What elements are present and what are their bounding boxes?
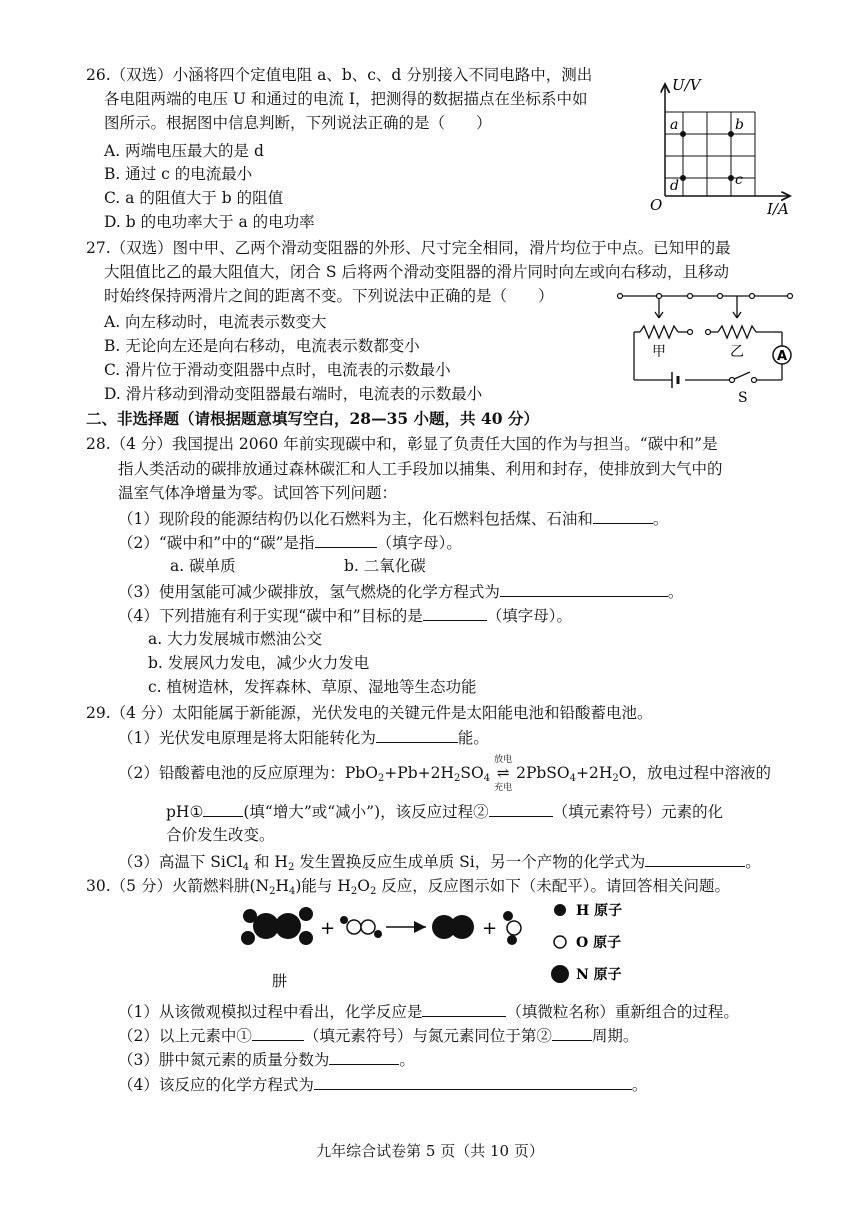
- origin-label: O: [650, 196, 663, 214]
- eq-subscript: 4: [483, 773, 491, 784]
- q30-sub3: [118, 1048, 415, 1071]
- answer-blank[interactable]: [329, 1048, 399, 1065]
- q28-sub4-end: （填字母）。: [486, 607, 572, 625]
- q29-ph-text: pH①: [166, 803, 204, 821]
- q29-sub2-equation: [118, 755, 771, 793]
- eq-subscript: 2: [454, 773, 461, 784]
- q30-sub1-end: （填微粒名称）重新组合的过程。: [506, 1003, 739, 1021]
- q28-sub3-end: 。: [667, 583, 684, 601]
- n-atom-legend-icon: [551, 965, 569, 983]
- eq-part: SO: [460, 764, 484, 782]
- q28-sub2-end: （填字母）。: [376, 534, 462, 552]
- eq-subscript: 2: [269, 886, 276, 897]
- q28-sub1-text: （1）现阶段的能源结构仍以化石燃料为主，化石燃料包括煤、石油和: [118, 510, 593, 528]
- rheostat-jia-label: 甲: [652, 344, 666, 360]
- q27-option-a: A. 向左移动时，电流表示数变大: [104, 313, 327, 331]
- section-heading: 二、非选择题（请根据题意填写空白，28—35 小题，共 40 分）: [86, 409, 539, 428]
- eq-part: （2）铅酸蓄电池的反应原理为：PbO: [118, 764, 378, 782]
- q30-text: 反应，反应图示如下（未配平）。请回答相关问题。: [376, 877, 730, 895]
- q28-sub2-option-b: b. 二氧化碳: [344, 557, 426, 575]
- q30-text: )能与 H: [295, 877, 351, 895]
- q30-sub2: [118, 1024, 638, 1047]
- eq-subscript: 4: [288, 886, 296, 897]
- q27-circuit-diagram: [612, 288, 802, 406]
- q29-sub3-text: 发生置换反应生成单质 Si，另一个产物的化学式为: [294, 853, 646, 871]
- eq-part: +Pb+2H: [384, 764, 455, 782]
- q29-sub1-end: 能。: [457, 729, 489, 747]
- q27-line2: 大阻值比乙的最大阻值大，闭合 S 后将两个滑动变阻器的滑片同时向左或向右移动，且移动: [104, 263, 729, 281]
- q26-line3: 图所示。根据图中信息判断，下列说法正确的是（ ）: [104, 114, 492, 132]
- q28-sub4: [118, 604, 572, 627]
- q30-sub1: [118, 1000, 739, 1023]
- q30-sub2-mid: （填元素符号）与氮元素同位于第②: [303, 1027, 552, 1045]
- q28-sub2-text: （2）“碳中和”中的“碳”是指: [118, 534, 315, 552]
- q26-line2: 各电阻两端的电压 U 和通过的电流 I，把测得的数据描点在坐标系中如: [104, 90, 588, 108]
- q27-line1: 27.（双选）图中甲、乙两个滑动变阻器的外形、尺寸完全相同，滑片均位于中点。已知甲的最: [86, 239, 731, 257]
- o-atom-legend-label: O 原子: [576, 935, 622, 951]
- answer-blank[interactable]: [422, 1000, 506, 1017]
- plus-sign: +: [320, 918, 336, 939]
- hydrazine-label: 肼: [272, 972, 288, 990]
- q30-reaction-diagram: [236, 900, 836, 996]
- answer-blank[interactable]: [252, 1024, 304, 1041]
- ammeter-label: A: [777, 349, 788, 364]
- h-atom-legend-icon: [554, 904, 566, 916]
- q28-sub1-end: 。: [652, 510, 669, 528]
- answer-blank[interactable]: [376, 726, 458, 743]
- q29-sub2-line2: [166, 800, 723, 823]
- q27-option-d: D. 滑片移动到滑动变阻器最右端时，电流表的示数最小: [104, 385, 483, 403]
- q29-sub3-text: 和 H: [249, 853, 288, 871]
- q30-text: 30.（5 分）火箭燃料肼(N: [86, 877, 270, 895]
- water-molecule-icon: [503, 911, 521, 945]
- q30-sub2-text: （2）以上元素中①: [118, 1027, 252, 1045]
- answer-blank[interactable]: [203, 800, 243, 817]
- q29-line1: 29.（4 分）太阳能属于新能源，光伏发电的关键元件是太阳能电池和铅酸蓄电池。: [86, 704, 653, 722]
- q30-sub4-text: （4）该反应的化学方程式为: [118, 1076, 314, 1094]
- reversible-arrow: [490, 755, 516, 793]
- switch-label: S: [738, 390, 748, 406]
- q30-line1: [86, 875, 730, 903]
- hydrogen-peroxide-molecule-icon: [340, 916, 382, 938]
- label-b: b: [735, 117, 744, 133]
- q29-sub2-line3: 合价发生改变。: [166, 826, 275, 844]
- q26-ui-graph: [640, 72, 800, 222]
- q28-line1: 28.（4 分）我国提出 2060 年前实现碳中和，彰显了负责任大国的作为与担当。“碳中和”是: [86, 435, 718, 453]
- q27-line3: 时始终保持两滑片之间的距离不变。下列说法中正确的是（ ）: [104, 287, 554, 305]
- x-axis-label: I/A: [767, 200, 789, 218]
- answer-blank[interactable]: [645, 850, 745, 867]
- q28-sub3: [118, 580, 683, 603]
- q29-sub1-text: （1）光伏发电原理是将太阳能转化为: [118, 729, 376, 747]
- reversible-arrow-icon: ⇌: [496, 764, 510, 782]
- nitrogen-molecule-icon: [432, 915, 474, 939]
- h-atom-legend-label: H 原子: [576, 903, 623, 919]
- answer-blank[interactable]: [552, 1024, 592, 1041]
- q30-sub2-end: 周期。: [591, 1027, 639, 1045]
- answer-blank[interactable]: [423, 604, 487, 621]
- eq-part: +2H: [576, 764, 613, 782]
- eq-subscript: 2: [612, 773, 619, 784]
- q30-sub3-text: （3）肼中氮元素的质量分数为: [118, 1051, 330, 1069]
- eq-part: 2PbSO: [516, 764, 570, 782]
- q30-sub4-end: 。: [631, 1076, 648, 1094]
- q27-option-b: B. 无论向左还是向右移动，电流表示数都变小: [104, 337, 420, 355]
- q28-sub3-text: （3）使用氢能可减少碳排放，氢气燃烧的化学方程式为: [118, 583, 500, 601]
- q30-sub1-text: （1）从该微观模拟过程中看出，化学反应是: [118, 1003, 423, 1021]
- answer-blank[interactable]: [500, 580, 668, 597]
- label-a: a: [670, 117, 679, 133]
- q29-sub3-end: 。: [745, 853, 761, 871]
- q28-sub4-option-c: c. 植树造林，发挥森林、草原、湿地等生态功能: [148, 678, 477, 696]
- q26-option-d: D. b 的电功率大于 a 的电功率: [104, 213, 315, 231]
- q26-line1: 26.（双选）小涵将四个定值电阻 a、b、c、d 分别接入不同电路中，测出: [86, 66, 593, 84]
- q26-option-c: C. a 的阻值大于 b 的阻值: [104, 189, 284, 207]
- answer-blank[interactable]: [489, 800, 553, 817]
- q28-line3: 温室气体净增量为零。试回答下列问题：: [118, 484, 398, 502]
- q28-sub1: [118, 507, 668, 530]
- q30-sub4: [118, 1073, 647, 1096]
- page-footer: 九年综合试卷第 5 页（共 10 页）: [316, 1142, 544, 1160]
- eq-subscript: 4: [242, 862, 250, 873]
- eq-subscript: 2: [369, 886, 377, 897]
- point-d: [680, 175, 686, 181]
- q28-sub4-option-a: a. 大力发展城市燃油公交: [148, 630, 323, 648]
- q28-sub4-option-b: b. 发展风力发电，减少火力发电: [148, 654, 370, 672]
- q28-sub4-text: （4）下列措施有利于实现“碳中和”目标的是: [118, 607, 423, 625]
- q29-sub3-text: （3）高温下 SiCl: [118, 853, 243, 871]
- plus-sign: +: [482, 918, 498, 939]
- q30-text: O: [357, 877, 370, 895]
- q29-sub2-mid: (填“增大”或“减小”)，该反应过程②: [243, 803, 489, 821]
- hydrazine-molecule-icon: [241, 907, 313, 945]
- q28-sub2: [118, 531, 462, 554]
- q28-sub2-option-a: a. 碳单质: [170, 557, 236, 575]
- point-a: [680, 131, 686, 137]
- y-axis-label: U/V: [672, 76, 701, 94]
- label-c: c: [735, 172, 743, 188]
- q30-text: H: [275, 877, 289, 895]
- answer-blank[interactable]: [314, 1073, 632, 1090]
- label-d: d: [670, 178, 679, 194]
- eq-subscript: 2: [287, 862, 295, 873]
- eq-part: O，放电过程中溶液的: [618, 764, 771, 782]
- o-atom-legend-icon: [554, 936, 566, 948]
- q29-sub2-end: （填元素符号）元素的化: [552, 803, 724, 821]
- q26-option-b: B. 通过 c 的电流最小: [104, 165, 253, 183]
- q30-sub3-end: 。: [399, 1051, 415, 1069]
- eq-subscript: 4: [569, 773, 577, 784]
- arrow-top-label: 放电: [494, 755, 513, 765]
- arrow-bottom-label: 充电: [494, 783, 513, 793]
- point-b: [728, 131, 734, 137]
- q29-sub1: [118, 726, 489, 749]
- answer-blank[interactable]: [315, 531, 377, 548]
- answer-blank[interactable]: [593, 507, 653, 524]
- q27-option-c: C. 滑片位于滑动变阻器中点时，电流表的示数最小: [104, 361, 451, 379]
- point-c: [728, 175, 734, 181]
- n-atom-legend-label: N 原子: [576, 967, 622, 983]
- q28-line2: 指人类活动的碳排放通过森林碳汇和人工手段加以捕集、利用和封存，使排放到大气中的: [118, 460, 723, 478]
- q26-option-a: A. 两端电压最大的是 d: [104, 142, 264, 160]
- rheostat-yi-label: 乙: [730, 344, 744, 360]
- eq-subscript: 2: [377, 773, 385, 784]
- eq-subscript: 2: [350, 886, 358, 897]
